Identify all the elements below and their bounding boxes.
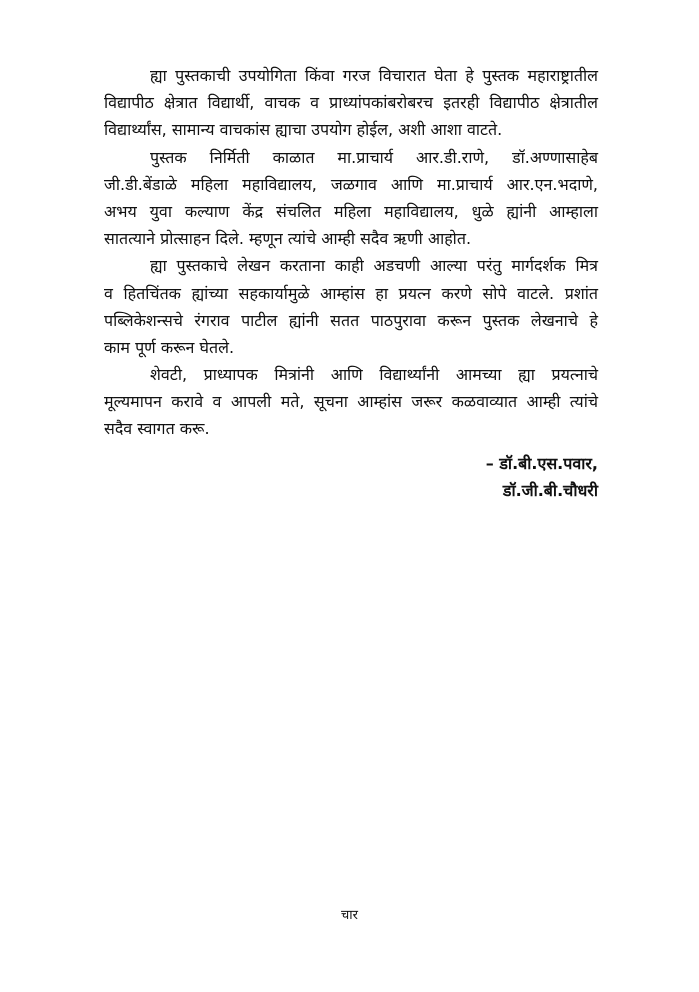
paragraph-4-line-3: सदैव स्वागत करू. (104, 419, 210, 439)
paragraph-2-line-3: अभय युवा कल्याण केंद्र संचलित महिला महाविद्यालय, धुळे ह्यांनी आम्हाला (104, 201, 598, 221)
paragraph-3-line-1: ह्या पुस्तकाचे लेखन करताना काही अडचणी आल्या परंतु मार्गदर्शक मित्र (150, 256, 598, 276)
paragraph-2-line-2: जी.डी.बेंडाळे महिला महाविद्यालय, जळगाव आणि मा.प्राचार्य आर.एन.भदाणे, (104, 174, 598, 194)
paragraph-3-line-4: काम पूर्ण करून घेतले. (104, 337, 235, 357)
signature-author-1: – डॉ.बी.एस.पवार, (485, 454, 598, 473)
signature-author-2: डॉ.जी.बी.चौधरी (502, 481, 598, 500)
paragraph-2-line-1: पुस्तक निर्मिती काळात मा.प्राचार्य आर.डी.राणे, डॉ.अण्णासाहेब (150, 147, 598, 167)
paragraph-4-line-2: मूल्यमापन करावे व आपली मते, सूचना आम्हांस जरूर कळवाव्यात आम्ही त्यांचे (104, 392, 598, 412)
paragraph-3-line-2: व हितचिंतक ह्यांच्या सहकार्यामुळे आम्हांस हा प्रयत्न करणे सोपे वाटले. प्रशांत (104, 283, 598, 303)
paragraph-3-line-3: पब्लिकेशन्सचे रंगराव पाटील ह्यांनी सतत पाठपुरावा करून पुस्तक लेखनाचे हे (104, 310, 598, 330)
paragraph-4-line-1: शेवटी, प्राध्यापक मित्रांनी आणि विद्यार्थ्यांनी आमच्या ह्या प्रयत्नाचे (150, 365, 598, 385)
paragraph-2-line-4: सातत्याने प्रोत्साहन दिले. म्हणून त्यांचे आम्ही सदैव ऋणी आहोत. (104, 229, 472, 249)
paragraph-1-line-2: विद्यापीठ क्षेत्रात विद्यार्थी, वाचक व प्राध्यांपकांबरोबरच इतरही विद्यापीठ क्षेत्रातील (104, 93, 598, 113)
page-number: चार (341, 908, 358, 923)
paragraph-1-line-3: विद्यार्थ्यांस, सामान्य वाचकांस ह्याचा उपयोग होईल, अशी आशा वाटते. (104, 120, 503, 140)
paragraph-1-line-1: ह्या पुस्तकाची उपयोगिता किंवा गरज विचारात घेता हे पुस्तक महाराष्ट्रातील (150, 66, 598, 85)
preface-body (104, 62, 598, 443)
